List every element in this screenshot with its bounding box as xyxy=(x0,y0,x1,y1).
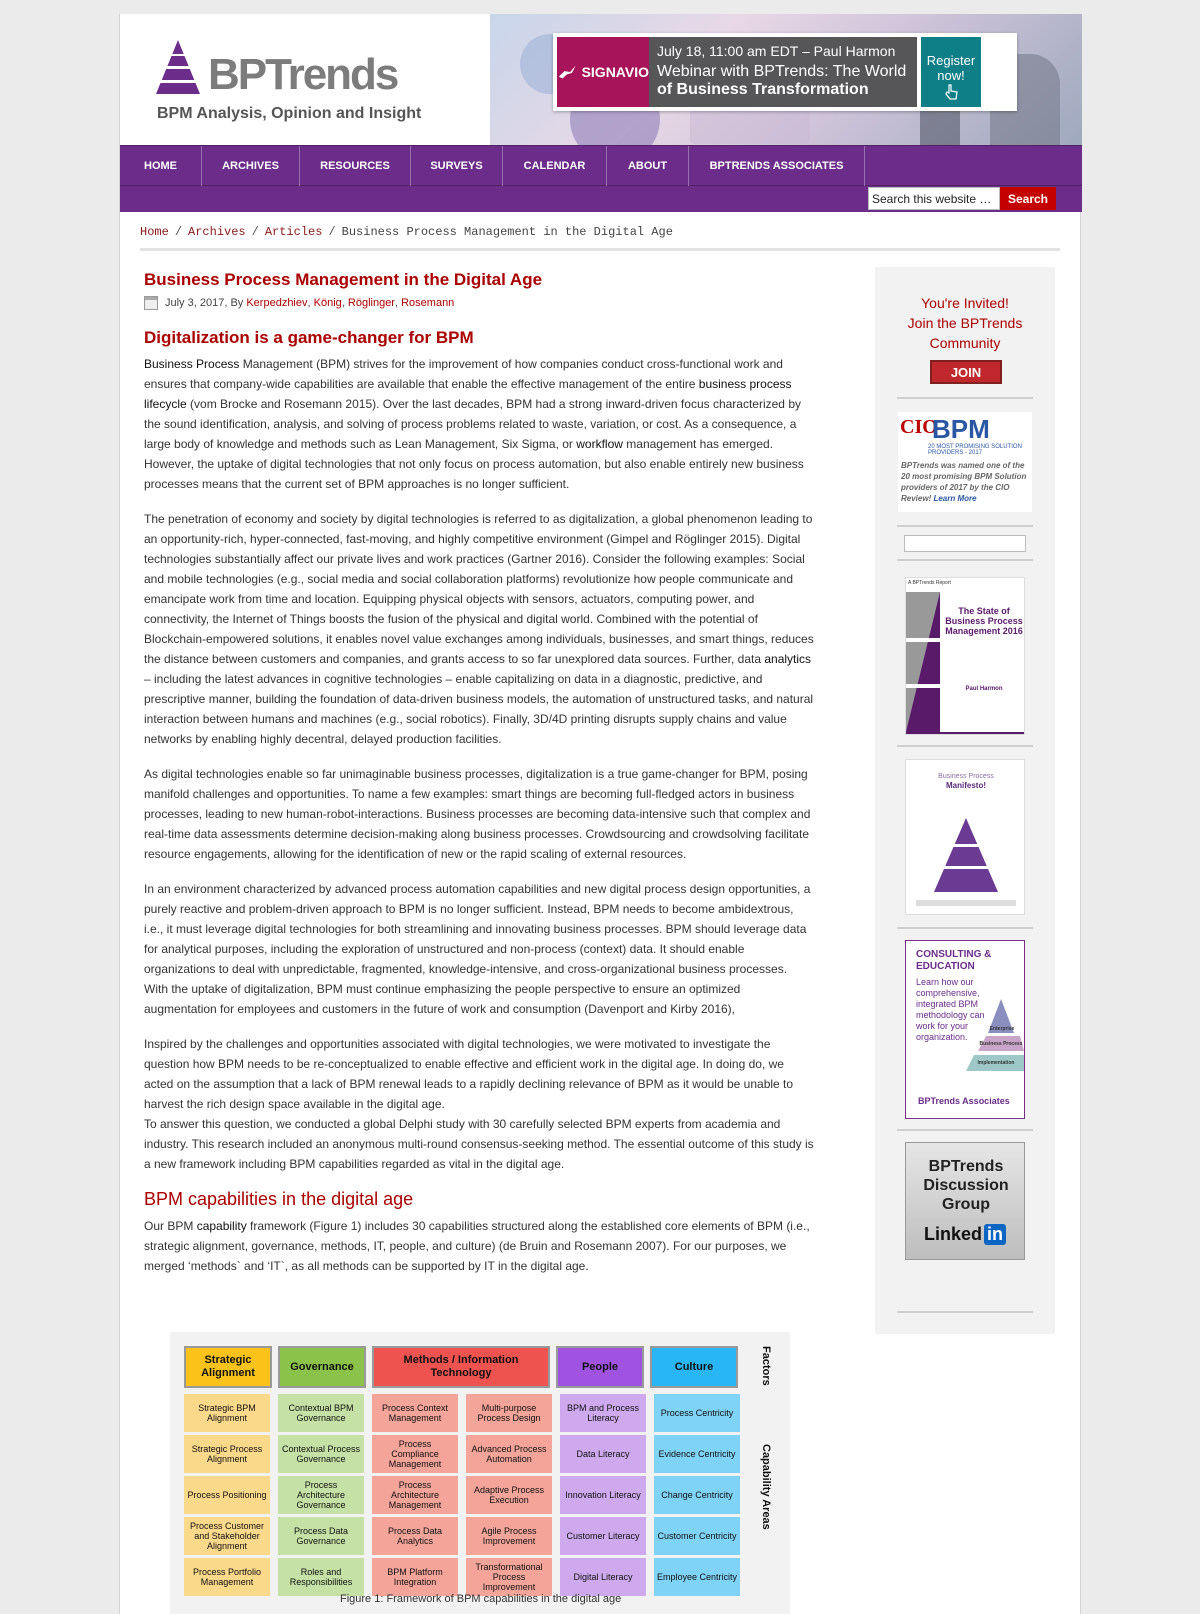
site-header xyxy=(120,14,1082,145)
figure-caption: Figure 1: Framework of BPM capabilities in the digital age xyxy=(340,1593,622,1605)
glossary-link[interactable]: Business Process xyxy=(144,357,240,371)
paragraph-text: – including the latest advances in cognitive technologies – enable capitalizing on data in a diagnostic, predictive, and prescriptive manner, building the foundation of data-driven business models, the automation of unstructured tasks, and natural interaction between humans and machines (e.g., social robotics). Finally, 3D/4D printing disrupts supply chains and value networks by enabling highly decentral, delayed production facilities. xyxy=(144,672,814,746)
search-bar xyxy=(120,186,1082,212)
manifesto-line: Business Process xyxy=(938,773,994,780)
state-of-bpm-report[interactable] xyxy=(905,577,1025,735)
figure-capability-cell: Multi-purpose Process Design xyxy=(466,1394,552,1432)
cio-logo: CIO xyxy=(900,416,938,438)
ce-text: Learn how our comprehensive, integrated BPM methodology can work for your organization. xyxy=(916,977,985,1042)
manifesto-line: Manifesto! xyxy=(946,781,986,790)
figure-capability-cell: Strategic Process Alignment xyxy=(184,1435,270,1473)
paragraph: To answer this question, we conducted a global Delphi study with 30 carefully selected BPM experts from academia and industry. This research included an anonymous multi-round consensus-seeking method. The essential outcome of this study is a new framework including BPM capabilities regarded as vital in the digital age. xyxy=(144,1117,814,1171)
breadcrumb-home[interactable]: Home xyxy=(140,225,169,239)
cio-bpm-text: BPM xyxy=(932,414,990,444)
antelope-icon xyxy=(557,63,578,81)
figure-capability-cell: Process Architecture Management xyxy=(372,1476,458,1514)
join-button[interactable]: JOIN xyxy=(930,360,1002,384)
linkedin-group-badge[interactable] xyxy=(905,1142,1025,1260)
site-tagline: BPM Analysis, Opinion and Insight xyxy=(157,105,422,122)
cio-subtitle: 20 MOST PROMISING SOLUTION PROVIDERS - 2017 xyxy=(928,444,1022,456)
figure-capability-cell: Process Centricity xyxy=(654,1394,740,1432)
signavio-brand xyxy=(557,37,649,107)
figure-capability-cell: Process Compliance Management xyxy=(372,1435,458,1473)
figure-capability-cell: Process Positioning xyxy=(184,1476,270,1514)
paragraph xyxy=(144,354,814,494)
ce-footer-brand: BPTrends Associates xyxy=(918,1096,1010,1106)
pointer-hand-icon xyxy=(943,83,959,101)
invite-line: Community xyxy=(929,335,1001,351)
logo-wordmark[interactable]: BPTrends xyxy=(208,50,398,99)
article-meta: July 3, 2017 , By Kerpedzhiev , König , Röglinger , Rosemann xyxy=(144,296,814,310)
report-title: The State of Business Process Management 2016 xyxy=(945,606,1023,636)
figure-capability-cell: Advanced Process Automation xyxy=(466,1435,552,1473)
section-heading: Digitalization is a game-changer for BPM xyxy=(144,328,474,347)
figure-capability-cell: Innovation Literacy xyxy=(560,1476,646,1514)
sidebar-divider xyxy=(897,1311,1033,1313)
nav-about[interactable]: ABOUT xyxy=(607,146,689,186)
figure-factor-header: Culture xyxy=(650,1346,738,1388)
figure-capability-cell: Process Architecture Governance xyxy=(278,1476,364,1514)
page-container xyxy=(119,14,1081,1614)
invite-line: You're Invited! xyxy=(921,295,1009,311)
figure-factor-header: Governance xyxy=(278,1346,366,1388)
paragraph xyxy=(144,509,814,749)
nav-home[interactable]: HOME xyxy=(120,146,202,186)
glossary-link[interactable]: workflow xyxy=(576,437,623,451)
nav-bptrends-associates[interactable]: BPTRENDS ASSOCIATES xyxy=(689,146,865,186)
breadcrumb-separator: / xyxy=(328,225,336,239)
author-link[interactable]: Kerpedzhiev xyxy=(246,297,308,309)
figure-capability-cell: Process Data Analytics xyxy=(372,1517,458,1555)
sidebar-input[interactable] xyxy=(904,535,1026,552)
breadcrumb-separator: / xyxy=(174,225,183,239)
tier-label: Business Process xyxy=(979,1041,1023,1047)
paragraph-text: management has emerged. However, the uptake of digital technologies that not only focus on process automation, but also enable entirely new business processes means that the current set of BPM approaches is no longer sufficient. xyxy=(144,437,804,491)
figure-capability-cell: Process Customer and Stakeholder Alignment xyxy=(184,1517,270,1555)
glossary-link[interactable]: capability xyxy=(196,1219,247,1233)
sidebar-divider xyxy=(897,1129,1033,1131)
figure-capability-cell: Process Portfolio Management xyxy=(184,1558,270,1596)
sidebar-divider xyxy=(897,525,1033,527)
author-link[interactable]: König xyxy=(313,297,342,309)
article-date: July 3, 2017 xyxy=(165,297,225,309)
figure-capability-cell: Adaptive Process Execution xyxy=(466,1476,552,1514)
figure-capability-cell: Roles and Responsibilities xyxy=(278,1558,364,1596)
figure-capability-cell: Evidence Centricity xyxy=(654,1435,740,1473)
figure-capability-cell: Data Literacy xyxy=(560,1435,646,1473)
figure-capability-cell: Change Centricity xyxy=(654,1476,740,1514)
cio-text: BPTrends was named one of the 20 most promising BPM Solution providers of 2017 by the CIO Review! xyxy=(901,461,1027,503)
byline-label: , By xyxy=(224,297,244,309)
figure-capability-cell: BPM and Process Literacy xyxy=(560,1394,646,1432)
bpm-manifesto[interactable] xyxy=(905,759,1025,915)
figure-capability-cell: BPM Platform Integration xyxy=(372,1558,458,1596)
nav-surveys[interactable]: SURVEYS xyxy=(411,146,503,186)
glossary-link[interactable]: business process lifecycle xyxy=(144,377,792,411)
ad-date-line: July 18, 11:00 am EDT – Paul Harmon xyxy=(657,43,896,59)
main-navigation xyxy=(120,145,1082,186)
sidebar-divider xyxy=(897,397,1033,399)
figure-capability-cell: Contextual Process Governance xyxy=(278,1435,364,1473)
article xyxy=(144,270,814,1291)
ad-subtitle-line: of Business Transformation xyxy=(657,81,869,98)
report-series-label: A BPTrends Report xyxy=(908,580,951,586)
sidebar-divider xyxy=(897,745,1033,747)
article-title: Business Process Management in the Digital Age xyxy=(144,270,543,289)
breadcrumb-separator: / xyxy=(251,225,259,239)
sidebar-divider xyxy=(897,927,1033,929)
figure-capability-cell: Customer Centricity xyxy=(654,1517,740,1555)
breadcrumb xyxy=(140,225,1060,251)
invite-line: Join the BPTrends xyxy=(907,315,1023,331)
report-author: Paul Harmon xyxy=(965,686,1003,692)
figure-capability-cell: Process Data Governance xyxy=(278,1517,364,1555)
factors-label: Factors xyxy=(760,1346,772,1386)
register-now-button[interactable] xyxy=(921,37,981,107)
breadcrumb-articles[interactable]: Articles xyxy=(264,225,323,239)
glossary-link[interactable]: analytics xyxy=(764,652,812,666)
figure-capability-cell: Agile Process Improvement xyxy=(466,1517,552,1555)
figure-factor-header: Methods / Information Technology xyxy=(372,1346,550,1388)
search-button[interactable]: Search xyxy=(1000,187,1056,210)
paragraph: As digital technologies enable so far unimaginable business processes, digitalization is a true game-changer for BPM, posing manifold challenges and opportunities. To name a few examples: smart things are becoming full-fledged actors in business processes, leading to new human-robot-interactions. Business processes are becoming data-intensive such that complex and real-time data assessments determine decision-making along business processes. Crowdsourcing and crowdsolving facilitate resource engagements, allowing for the identification of new or the rapid scaling of external resources. xyxy=(144,767,811,861)
linkedin-logo xyxy=(924,1224,1006,1245)
paragraph-text: framework (Figure 1) includes 30 capabilities structured along the established core elements of BPM (i.e., strategic alignment, governance, methods, IT, people, and culture) (de Bruin and Rosemann 2007). For our purposes, we merged ‘methods` and ‘IT`, as all methods can be supported by IT in the digital age. xyxy=(144,1219,810,1273)
ad-message xyxy=(649,37,917,107)
figure-capability-cell: Contextual BPM Governance xyxy=(278,1394,364,1432)
tier-label: Enterprise xyxy=(989,1026,1015,1032)
learn-more-link[interactable]: Learn More xyxy=(933,494,977,503)
nav-archives[interactable]: ARCHIVES xyxy=(202,146,300,186)
tier-label: Implementation xyxy=(977,1060,1015,1066)
capability-framework-figure xyxy=(170,1332,790,1614)
ad-title-line: Webinar with BPTrends: The World xyxy=(657,63,907,80)
calendar-icon xyxy=(144,296,158,310)
figure-factor-header: Strategic Alignment xyxy=(184,1346,272,1388)
cio-review-badge[interactable] xyxy=(898,412,1032,512)
register-label: Register now! xyxy=(926,53,976,83)
ce-title: CONSULTING & EDUCATION xyxy=(916,949,992,972)
capability-areas-label: Capability Areas xyxy=(760,1444,772,1530)
ad-brand-label: SIGNAVIO xyxy=(581,64,649,80)
figure-capability-cell: Customer Literacy xyxy=(560,1517,646,1555)
nav-resources[interactable]: RESOURCES xyxy=(300,146,411,186)
author-link[interactable]: Rosemann xyxy=(401,297,455,309)
author-link[interactable]: Röglinger xyxy=(347,297,395,309)
section-heading: BPM capabilities in the digital age xyxy=(144,1189,414,1209)
paragraph xyxy=(144,1216,814,1276)
search-input[interactable] xyxy=(868,187,1000,210)
paragraph-text: The penetration of economy and society by digital technologies is referred to as digitalization, a global phenomenon leading to an opportunity-rich, hyper-connected, fast-moving, and highly competitive environment (Gimpel and Röglinger 2015). Digital technologies substantially affect our private lives and work practices (Gartner 2016). Consider the following examples: Social and mobile technologies (e.g., social media and social collaboration platforms) revolutionize how people communicate and emancipate work from time and location. Equipping physical objects with sensors, actuators, computing power, and connectivity, the Internet of Things boosts the fusion of the physical and digital world. Combined with the potential of Blockchain-empowered solutions, it enables novel value exchanges among individuals, businesses, and smart things, reduces the distance between customers and companies, and grants access to so far unexplored data sources. Further, data xyxy=(144,512,814,666)
figure-capability-cell: Transformational Process Improvement xyxy=(466,1558,552,1596)
figure-capability-cell: Process Context Management xyxy=(372,1394,458,1432)
linkedin-group-text: BPTrends Discussion Group xyxy=(923,1158,1009,1213)
figure-factor-header: People xyxy=(556,1346,644,1388)
sidebar-divider xyxy=(897,559,1033,561)
invite-text xyxy=(875,293,1055,353)
nav-calendar[interactable]: CALENDAR xyxy=(503,146,607,186)
figure-capability-cell: Strategic BPM Alignment xyxy=(184,1394,270,1432)
paragraph-text: (vom Brocke and Rosemann 2015). Over the last decades, BPM had a strong inward-driven focus characterized by the sound identification, analysis, and solving of process problems related to waste, variation, or cost. As a consequence, a large body of knowledge and methods such as Lean Management, Six Sigma, or xyxy=(144,397,801,451)
sidebar xyxy=(875,267,1055,1334)
pyramid-graphic xyxy=(906,578,1025,735)
figure-capability-cell: Employee Centricity xyxy=(654,1558,740,1596)
pyramid-graphic xyxy=(906,760,1025,915)
paragraph: In an environment characterized by advanced process automation capabilities and new digital process design opportunities, a purely reactive and problem-driven approach to BPM is no longer sufficient. Instead, BPM needs to become ambidextrous, i.e., it must leverage digital technologies for both streamlining and innovating business processes. BPM should leverage data for analytical purposes, including the exploration of unstructured and non-process (context) data. It should enable organizations to deal with unpredictable, fragmented, knowledge-intensive, and cross-organizational business processes. With the uptake of digitalization, BPM must continue emphasizing the people perspective to ensure an optimized augmentation for employees and customers in the future of work and consumption (Davenport and Kirby 2016), xyxy=(144,882,811,1016)
breadcrumb-current: Business Process Management in the Digital Age xyxy=(341,225,673,239)
paragraph: Inspired by the challenges and opportunities associated with digital technologies, we were motivated to investigate the question how BPM needs to be re-conceptualized to enable effective and efficient work in the digital age. In doing do, we acted on the assumption that a lack of BPM renewal leads to a rapidly declining relevance of BPM as it would be unable to harvest the rich design space available in the digital age. xyxy=(144,1037,794,1111)
paragraph-text: Management (BPM) strives for the improvement of how companies conduct cross-functional work and ensures that company-wide capabilities are available that enable the effective management of the entire xyxy=(144,357,783,391)
paragraph-text: Our BPM xyxy=(144,1219,197,1233)
webinar-ad[interactable] xyxy=(553,33,1017,111)
linkedin-wordmark: Linked xyxy=(924,1224,983,1244)
linkedin-in-icon: in xyxy=(984,1224,1006,1245)
figure-capability-cell: Digital Literacy xyxy=(560,1558,646,1596)
breadcrumb-archives[interactable]: Archives xyxy=(188,225,246,239)
consulting-education-ad[interactable] xyxy=(905,940,1025,1119)
cio-description xyxy=(901,460,1029,504)
